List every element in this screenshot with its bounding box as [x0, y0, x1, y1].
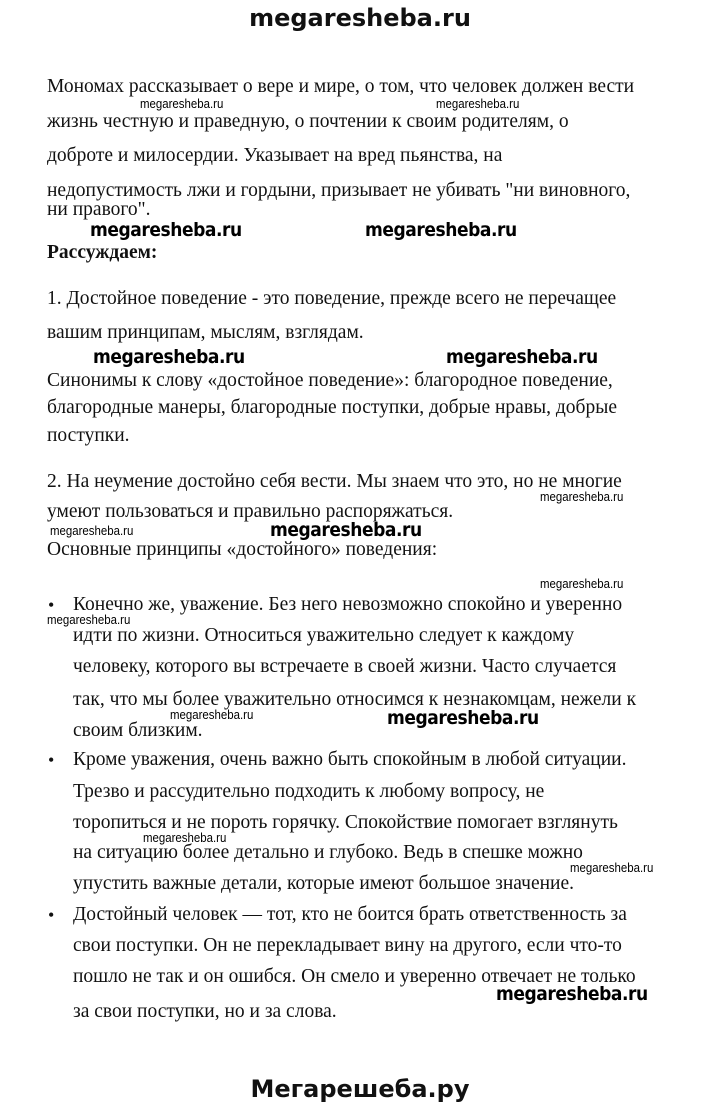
watermark: megaresheba.ru: [50, 523, 134, 538]
text-line: жизнь честную и праведную, о почтении к своим родителям, о: [47, 111, 569, 132]
text-line: 1. Достойное поведение - это поведение, прежде всего не перечащее: [47, 288, 617, 309]
watermark: megaresheba.ru: [496, 983, 648, 1005]
watermark: megaresheba.ru: [170, 707, 254, 722]
watermark: megaresheba.ru: [540, 576, 624, 591]
text-line: Конечно же, уважение. Без него невозможно спокойно и уверенно: [73, 594, 623, 615]
text-line: вашим принципам, мыслям, взглядам.: [47, 322, 364, 343]
text-line: упустить важные детали, которые имеют большое значение.: [73, 873, 575, 894]
watermark: megaresheba.ru: [540, 489, 624, 504]
text-line: за свои поступки, но и за слова.: [73, 1001, 337, 1022]
text-line: свои поступки. Он не перекладывает вину на другого, если что-то: [73, 935, 622, 956]
text-line: ни правого".: [47, 199, 151, 220]
text-line: пошло не так и он ошибся. Он смело и уверенно отвечает не только: [73, 966, 636, 987]
text-line: Основные принципы «достойного» поведения:: [47, 539, 438, 560]
text-line: идти по жизни. Относиться уважительно следует к каждому: [73, 625, 575, 646]
text-line: так, что мы более уважительно относимся к незнакомцам, нежели к: [73, 689, 637, 710]
text-line: Синонимы к слову «достойное поведение»: благородное поведение,: [47, 370, 613, 391]
text-line: благородные манеры, благородные поступки, добрые нравы, добрые: [47, 397, 617, 418]
text-line: на ситуацию более детально и глубоко. Ведь в спешке можно: [73, 842, 583, 863]
text-line: умеют пользоваться и правильно распоряжаться.: [47, 501, 454, 522]
bullet-icon: •: [48, 750, 55, 770]
bullet-icon: •: [48, 905, 55, 925]
text-line: 2. На неумение достойно себя вести. Мы знаем что это, но не многие: [47, 471, 622, 492]
watermark: megaresheba.ru: [93, 346, 245, 368]
text-line: Кроме уважения, очень важно быть спокойным в любой ситуации.: [73, 749, 627, 770]
text-line: торопиться и не пороть горячку. Спокойствие помогает взглянуть: [73, 812, 618, 833]
text-line: Трезво и рассудительно подходить к любому вопросу, не: [73, 781, 545, 802]
text-line: человеку, которого вы встречаете в своей жизни. Часто случается: [73, 656, 617, 677]
watermark: megaresheba.ru: [270, 519, 422, 541]
text-line: недопустимость лжи и гордыни, призывает не убивать "ни виновного,: [47, 180, 631, 201]
watermark: megaresheba.ru: [446, 346, 598, 368]
watermark: megaresheba.ru: [90, 219, 242, 241]
watermark: megaresheba.ru: [570, 860, 654, 875]
watermark: megaresheba.ru: [436, 96, 520, 111]
watermark: megaresheba.ru: [140, 96, 224, 111]
text-line: поступки.: [47, 425, 130, 446]
text-line: своим близким.: [73, 720, 203, 741]
text-line: доброте и милосердии. Указывает на вред пьянства, на: [47, 145, 503, 166]
site-footer[interactable]: Мегарешеба.ру: [250, 1075, 470, 1103]
bullet-icon: •: [48, 595, 55, 615]
text-line: Мономах рассказывает о вере и мире, о том, что человек должен вести: [47, 76, 635, 97]
watermark: megaresheba.ru: [387, 707, 539, 729]
watermark: megaresheba.ru: [143, 830, 227, 845]
watermark: megaresheba.ru: [47, 612, 131, 627]
section-heading: Рассуждаем:: [47, 242, 158, 263]
site-header[interactable]: megaresheba.ru: [249, 4, 471, 32]
text-line: Достойный человек — тот, кто не боится брать ответственность за: [73, 904, 627, 925]
watermark: megaresheba.ru: [365, 219, 517, 241]
